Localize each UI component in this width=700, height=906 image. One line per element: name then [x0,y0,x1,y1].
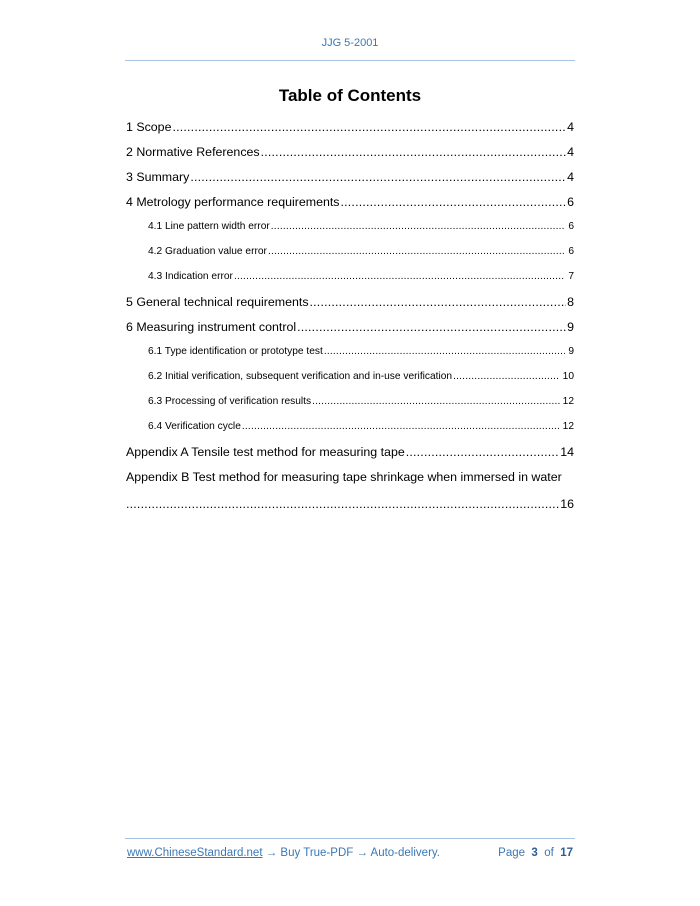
toc-entry-summary[interactable] [126,167,574,192]
toc-entry-label: 6.1 Type identification or prototype test [148,346,323,357]
toc-entry-label: 2 Normative References [126,145,260,159]
chinesestandard-link[interactable]: www.ChineseStandard.net [127,847,263,859]
toc-entry-label: 6.2 Initial verification, subsequent verification and in-use verification [148,371,453,382]
toc-entry-metrology-performance[interactable] [126,192,574,217]
toc-entry-initial-verification[interactable] [126,367,574,392]
page-total: 17 [560,847,573,859]
document-code-header: JJG 5-2001 [321,37,379,49]
dot-leader [324,342,566,362]
dot-leader [310,292,567,312]
toc-entry-scope[interactable] [126,117,574,142]
toc-entry-appendix-a[interactable] [126,442,574,467]
toc-entry-page: 4 [567,170,574,184]
dot-leader [341,192,567,212]
toc-entry-label: Appendix A Tensile test method for measuring tape [126,445,405,459]
dot-leader [234,267,565,287]
page-label: Page [498,847,526,859]
dot-leader [453,367,560,387]
toc-entry-label: 4 Metrology performance requirements [126,195,340,209]
toc-entry-page: 7 [568,271,574,282]
page-footer [127,847,573,859]
footer-promo [127,847,440,859]
toc-entry-page: 14 [560,445,574,459]
toc-entry-verification-cycle[interactable] [126,417,574,442]
toc-entry-page: 9 [567,320,574,334]
footer-divider [125,838,575,839]
footer-promo-text: → Buy True-PDF → Auto-delivery. [262,847,440,859]
dot-leader [172,117,566,137]
toc-entry-processing-of-results[interactable] [126,392,574,417]
toc-entry-type-identification[interactable] [126,342,574,367]
dot-leader [312,392,560,412]
toc-entry-label: 4.1 Line pattern width error [148,221,270,232]
toc-entry-label: 1 Scope [126,120,172,134]
toc-entry-appendix-b[interactable] [126,467,574,494]
dot-leader [261,142,566,162]
toc-entry-indication-error[interactable] [126,267,574,292]
dot-leader [271,217,566,237]
toc-entry-label: 6 Measuring instrument control [126,320,297,334]
dot-leader [190,167,566,187]
toc-entry-label: 6.3 Processing of verification results [148,396,312,407]
dot-leader [268,242,565,262]
toc-entry-measuring-instrument-control[interactable] [126,317,574,342]
page-indicator [498,847,573,859]
toc-entry-graduation-value-error[interactable] [126,242,574,267]
dot-leader [242,417,560,437]
toc-entry-page: 9 [568,346,574,357]
toc-entry-page: 12 [562,396,574,407]
toc-entry-page: 4 [567,120,574,134]
page-current: 3 [531,847,538,859]
toc-entry-label: 6.4 Verification cycle [148,421,241,432]
dot-leader [297,317,566,337]
toc-entry-page: 4 [567,145,574,159]
toc-entry-general-technical-requirements[interactable] [126,292,574,317]
toc-entry-page: 10 [562,371,574,382]
toc-entry-label: 5 General technical requirements [126,295,309,309]
toc-entry-label: Appendix B Test method for measuring tape shrinkage when immersed in water [126,470,562,484]
toc-entry-page: 8 [567,295,574,309]
toc-entry-page: 16 [560,497,574,511]
table-of-contents [126,117,574,519]
toc-entry-page: 6 [568,221,574,232]
header-divider [125,60,575,61]
toc-entry-appendix-b-leader[interactable] [126,494,574,519]
toc-entry-page: 12 [562,421,574,432]
toc-entry-page: 6 [568,246,574,257]
page-of-label: of [544,847,554,859]
toc-entry-label: 4.3 Indication error [148,271,233,282]
toc-entry-label: 4.2 Graduation value error [148,246,267,257]
toc-entry-page: 6 [567,195,574,209]
toc-entry-normative-references[interactable] [126,142,574,167]
dot-leader [406,442,559,462]
dot-leader [126,494,559,514]
toc-entry-label: 3 Summary [126,170,190,184]
page-title: Table of Contents [278,86,422,105]
toc-entry-line-pattern-width-error[interactable] [126,217,574,242]
